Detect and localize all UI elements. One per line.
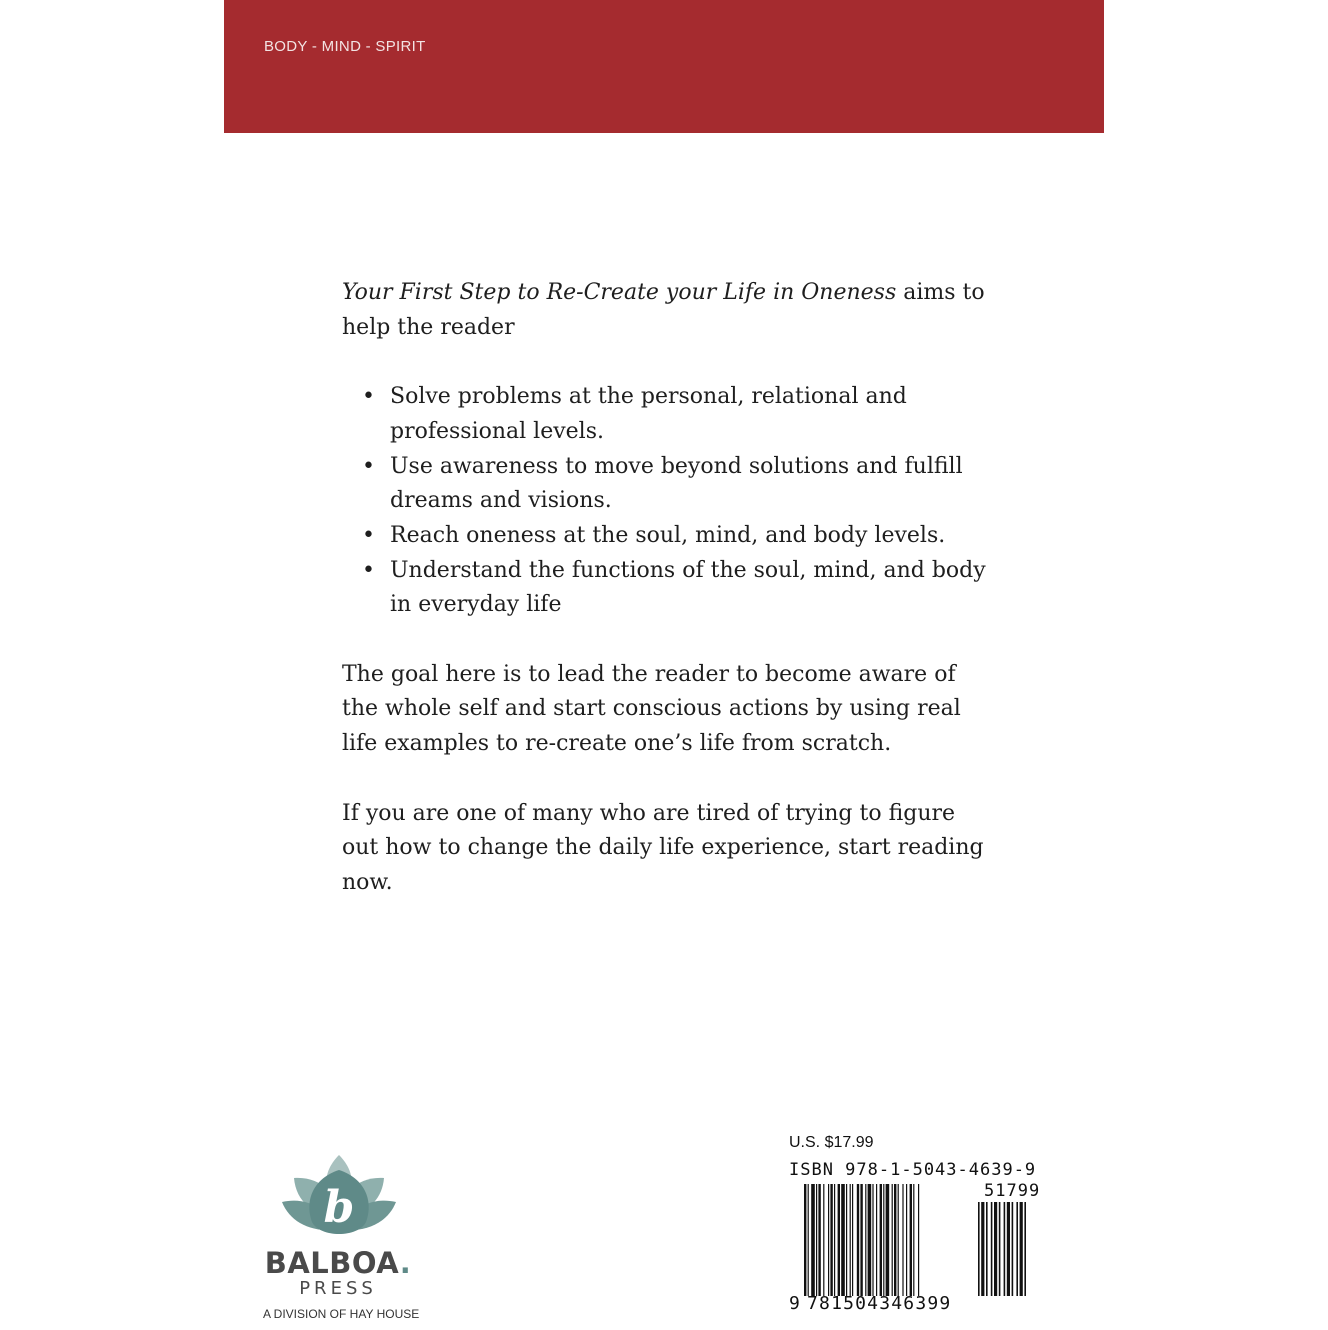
category-label: BODY - MIND - SPIRIT — [264, 38, 426, 55]
list-item — [342, 450, 992, 519]
back-cover — [224, 0, 1104, 1328]
barcode-bar — [828, 1184, 829, 1296]
barcode-bar — [872, 1184, 873, 1296]
barcode-bar — [910, 1184, 912, 1296]
barcode-bar — [818, 1184, 820, 1296]
addon-bar — [1004, 1202, 1006, 1296]
barcode-bar — [883, 1184, 884, 1296]
list-item-text: Reach oneness at the soul, mind, and body levels. — [390, 522, 946, 548]
addon-bar — [981, 1202, 984, 1296]
list-item-text: Understand the functions of the soul, mind, and body in everyday life — [390, 557, 986, 618]
list-item-text: Solve problems at the personal, relational and professional levels. — [390, 384, 907, 444]
blurb — [342, 276, 992, 901]
barcode-bar — [898, 1184, 899, 1296]
barcode-bar — [838, 1184, 840, 1296]
publisher-name: BALBOA. — [264, 1246, 412, 1280]
price-label: U.S. $17.99 — [789, 1134, 874, 1151]
addon-bar — [978, 1202, 980, 1296]
barcode-bar — [850, 1184, 851, 1296]
publisher-press: PRESS — [299, 1278, 377, 1299]
barcode-bar — [860, 1184, 862, 1296]
addon-bar — [1007, 1202, 1010, 1296]
barcode-bar — [894, 1184, 896, 1296]
benefits-list — [342, 380, 992, 623]
bullet-icon: • — [362, 522, 375, 548]
barcode-bar — [823, 1184, 824, 1296]
addon-bar — [986, 1202, 988, 1296]
closing-paragraph: If you are one of many who are tired of trying to figure out how to change the daily life experience, start reading now. — [342, 800, 984, 895]
barcode-bar — [808, 1184, 809, 1296]
barcode-bar — [913, 1184, 914, 1296]
barcode — [804, 1184, 1056, 1296]
addon-bar — [1024, 1202, 1026, 1296]
barcode-bar — [865, 1184, 866, 1296]
barcode-bar — [834, 1184, 835, 1296]
barcode-bar — [841, 1184, 845, 1296]
list-item — [342, 380, 992, 449]
bullet-icon: • — [362, 557, 375, 583]
barcode-bar — [811, 1184, 815, 1296]
intro-paragraph — [342, 276, 992, 345]
addon-bar — [1012, 1202, 1014, 1296]
barcode-bar — [886, 1184, 890, 1296]
addon-bar — [1020, 1202, 1023, 1296]
barcode-bar — [902, 1184, 903, 1296]
barcode-bar — [816, 1184, 817, 1296]
isbn-label: ISBN 978-1-5043-4639-9 — [789, 1160, 1037, 1180]
barcode-bar — [892, 1184, 893, 1296]
barcode-digits: 781504346399 — [807, 1293, 952, 1314]
goal-paragraph: The goal here is to lead the reader to become aware of the whole self and start conscious actions by using real life examples to re-create one’s life from scratch. — [342, 661, 961, 757]
book-title: Your First Step to Re-Create your Life in Oneness — [342, 280, 897, 305]
addon-bar — [1016, 1202, 1018, 1296]
barcode-bar — [880, 1184, 882, 1296]
barcode-bar — [876, 1184, 877, 1296]
barcode-bar — [852, 1184, 853, 1296]
barcode-bar — [906, 1184, 907, 1296]
bullet-icon: • — [362, 384, 375, 410]
lotus-icon — [276, 1150, 402, 1250]
barcode-bar — [830, 1184, 832, 1296]
list-item-text: Use awareness to move beyond solutions and fulfill dreams and visions. — [390, 453, 963, 514]
intro-text: aims to help the reader — [342, 280, 985, 340]
addon-bar — [999, 1202, 1001, 1296]
addon-bar — [991, 1202, 993, 1296]
publisher-division: A DIVISION OF HAY HOUSE — [263, 1307, 420, 1321]
list-item — [342, 554, 992, 623]
barcode-bar — [868, 1184, 872, 1296]
logo-letter: b — [323, 1182, 355, 1233]
barcode-bar — [804, 1184, 806, 1296]
header-band — [224, 0, 1104, 133]
addon-code: 51799 — [984, 1181, 1041, 1201]
list-item — [342, 519, 992, 554]
barcode-bar — [918, 1184, 919, 1296]
bullet-icon: • — [362, 453, 375, 479]
addon-bar — [994, 1202, 997, 1296]
barcode-bar — [857, 1184, 859, 1296]
publisher-logo — [262, 1150, 422, 1330]
barcode-bar — [846, 1184, 847, 1296]
barcode-lead-digit: 9 — [789, 1293, 800, 1314]
